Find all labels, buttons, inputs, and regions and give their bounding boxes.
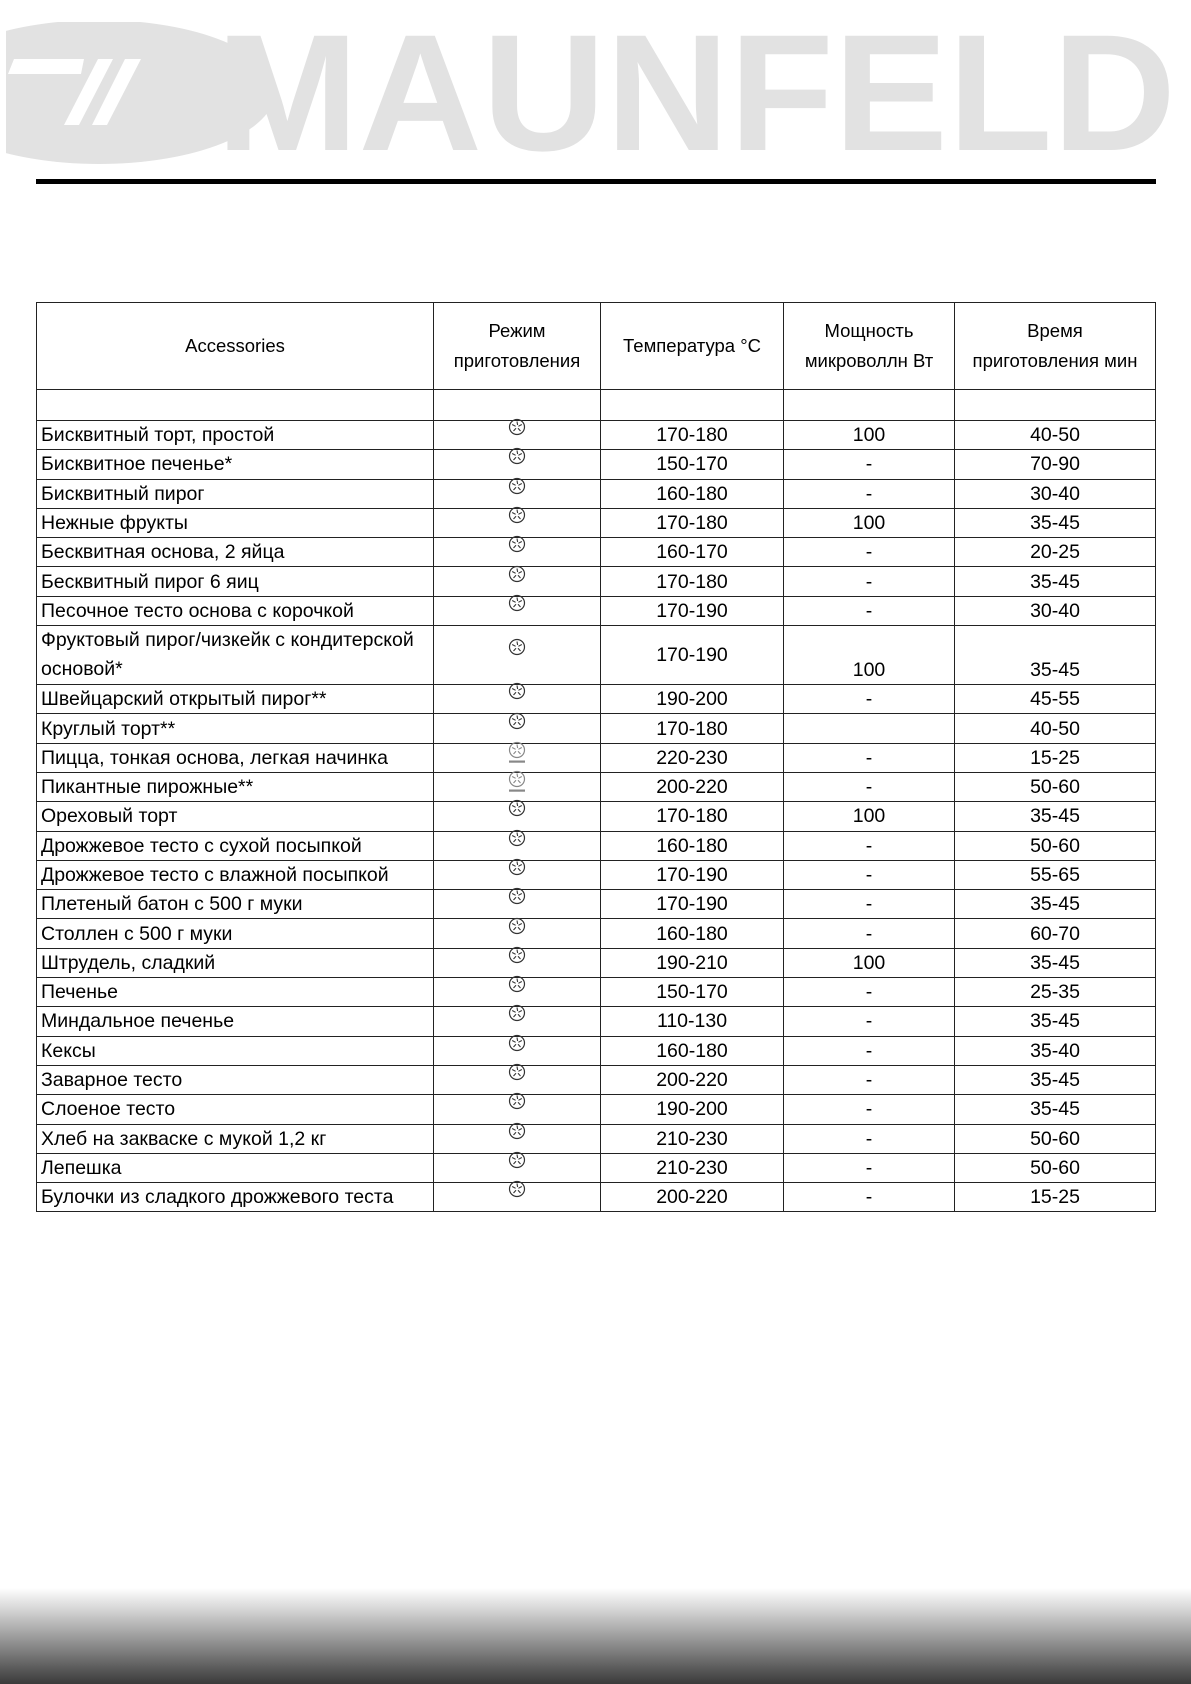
- table-body: [37, 390, 1156, 1212]
- temperature: 110-130: [601, 1007, 784, 1036]
- table-row: [37, 450, 1156, 479]
- microwave-power: -: [784, 538, 955, 567]
- microwave-power: 100: [784, 508, 955, 537]
- fan-icon: [508, 594, 526, 612]
- temperature: 220-230: [601, 743, 784, 772]
- temperature: 190-210: [601, 948, 784, 977]
- microwave-power: -: [784, 743, 955, 772]
- fan-icon: [508, 887, 526, 905]
- table-row: [37, 1065, 1156, 1094]
- cooking-mode: [434, 743, 601, 772]
- cooking-time: 35-45: [955, 1007, 1156, 1036]
- microwave-power: -: [784, 1183, 955, 1212]
- dish-name: Миндальное печенье: [37, 1007, 434, 1036]
- microwave-power: -: [784, 479, 955, 508]
- fan-icon: [508, 946, 526, 964]
- dish-name: Бисквитное печенье*: [37, 450, 434, 479]
- dish-name: Песочное тесто основа с корочкой: [37, 596, 434, 625]
- baking-table-container: [36, 302, 1155, 1212]
- cooking-time: 35-45: [955, 1095, 1156, 1124]
- table-row: [37, 479, 1156, 508]
- microwave-power: [784, 714, 955, 743]
- table-row: [37, 890, 1156, 919]
- fan-bottom-heat-icon: [508, 741, 526, 759]
- temperature: 170-180: [601, 802, 784, 831]
- microwave-power: -: [784, 1036, 955, 1065]
- cooking-mode: [434, 1153, 601, 1182]
- dish-name: Бесквитный пирог 6 яиц: [37, 567, 434, 596]
- cooking-time: 30-40: [955, 479, 1156, 508]
- cooking-time: 30-40: [955, 596, 1156, 625]
- footer-gradient: [0, 1588, 1191, 1684]
- fan-icon: [508, 917, 526, 935]
- fan-icon: [508, 447, 526, 465]
- dish-name: Пикантные пирожные**: [37, 772, 434, 801]
- cooking-time: 40-50: [955, 714, 1156, 743]
- temperature: 160-180: [601, 479, 784, 508]
- cooking-time: 25-35: [955, 978, 1156, 1007]
- table-row: [37, 714, 1156, 743]
- microwave-power: 100: [784, 421, 955, 450]
- dish-name: Бесквитная основа, 2 яйца: [37, 538, 434, 567]
- dish-name: Лепешка: [37, 1153, 434, 1182]
- temperature: 160-180: [601, 919, 784, 948]
- table-row: [37, 919, 1156, 948]
- temperature: 200-220: [601, 772, 784, 801]
- microwave-power: -: [784, 919, 955, 948]
- table-row: [37, 860, 1156, 889]
- cooking-time: 50-60: [955, 831, 1156, 860]
- table-row: [37, 508, 1156, 537]
- temperature: 170-180: [601, 714, 784, 743]
- table-header-row: [37, 303, 1156, 390]
- cooking-mode: [434, 538, 601, 567]
- cooking-time: 15-25: [955, 743, 1156, 772]
- cooking-mode: [434, 450, 601, 479]
- fan-icon: [508, 1180, 526, 1198]
- cooking-mode: [434, 978, 601, 1007]
- temperature: 170-190: [601, 626, 784, 685]
- cooking-mode: [434, 1007, 601, 1036]
- fan-icon: [508, 535, 526, 553]
- temperature: 200-220: [601, 1065, 784, 1094]
- baking-table: [36, 302, 1156, 1212]
- dish-name: Бисквитный торт, простой: [37, 421, 434, 450]
- microwave-power: -: [784, 831, 955, 860]
- cooking-time: 15-25: [955, 1183, 1156, 1212]
- dish-name: Фруктовый пирог/чизкейк с кондитерской основой*: [37, 626, 434, 685]
- temperature: 210-230: [601, 1153, 784, 1182]
- microwave-power: 100: [784, 626, 955, 685]
- maunfeld-logo: [6, 22, 1186, 164]
- fan-icon: [508, 565, 526, 583]
- fan-icon: [508, 799, 526, 817]
- fan-icon: [508, 418, 526, 436]
- table-row: [37, 538, 1156, 567]
- fan-icon: [508, 829, 526, 847]
- fan-icon: [508, 1122, 526, 1140]
- cooking-time: 20-25: [955, 538, 1156, 567]
- fan-icon: [508, 1092, 526, 1110]
- temperature: 170-190: [601, 890, 784, 919]
- cooking-time: 35-45: [955, 626, 1156, 685]
- cooking-mode: [434, 508, 601, 537]
- dish-name: Плетеный батон с 500 г муки: [37, 890, 434, 919]
- microwave-power: -: [784, 1065, 955, 1094]
- cooking-time: 40-50: [955, 421, 1156, 450]
- microwave-power: -: [784, 890, 955, 919]
- cooking-mode: [434, 1065, 601, 1094]
- cooking-mode: [434, 1124, 601, 1153]
- cooking-time: 35-45: [955, 1065, 1156, 1094]
- temperature: 200-220: [601, 1183, 784, 1212]
- cooking-mode: [434, 1095, 601, 1124]
- temperature: 150-170: [601, 450, 784, 479]
- cooking-mode: [434, 919, 601, 948]
- cooking-time: 60-70: [955, 919, 1156, 948]
- fan-icon: [508, 638, 526, 656]
- cooking-mode: [434, 626, 601, 685]
- microwave-power: -: [784, 1153, 955, 1182]
- table-row: [37, 772, 1156, 801]
- fan-icon: [508, 1004, 526, 1022]
- temperature: 170-180: [601, 567, 784, 596]
- dish-name: Штрудель, сладкий: [37, 948, 434, 977]
- dish-name: Булочки из сладкого дрожжевого теста: [37, 1183, 434, 1212]
- cooking-mode: [434, 1036, 601, 1065]
- temperature: 190-200: [601, 1095, 784, 1124]
- temperature: 170-190: [601, 596, 784, 625]
- table-row: [37, 831, 1156, 860]
- microwave-power: -: [784, 685, 955, 714]
- temperature: 190-200: [601, 685, 784, 714]
- dish-name: Кексы: [37, 1036, 434, 1065]
- microwave-power: -: [784, 1095, 955, 1124]
- cooking-mode: [434, 860, 601, 889]
- table-row: [37, 743, 1156, 772]
- table-row: [37, 1007, 1156, 1036]
- dish-name: Столлен с 500 г муки: [37, 919, 434, 948]
- microwave-power: -: [784, 860, 955, 889]
- table-row: [37, 1095, 1156, 1124]
- cooking-time: 35-45: [955, 890, 1156, 919]
- dish-name: Ореховый торт: [37, 802, 434, 831]
- dish-name: Дрожжевое тесто с влажной посыпкой: [37, 860, 434, 889]
- fan-icon: [508, 477, 526, 495]
- table-row: [37, 596, 1156, 625]
- dish-name: Печенье: [37, 978, 434, 1007]
- header-rule: [36, 179, 1156, 184]
- microwave-power: -: [784, 596, 955, 625]
- cooking-time: 45-55: [955, 685, 1156, 714]
- cooking-mode: [434, 831, 601, 860]
- table-row: [37, 802, 1156, 831]
- cooking-time: 35-45: [955, 508, 1156, 537]
- fan-icon: [508, 682, 526, 700]
- microwave-power: -: [784, 567, 955, 596]
- cooking-mode: [434, 685, 601, 714]
- cooking-time: 35-45: [955, 567, 1156, 596]
- table-row: [37, 421, 1156, 450]
- logo-wordmark: MAUNFELD: [216, 22, 1176, 164]
- dish-name: Дрожжевое тесто с сухой посыпкой: [37, 831, 434, 860]
- table-row: [37, 1124, 1156, 1153]
- fan-icon: [508, 975, 526, 993]
- cooking-mode: [434, 479, 601, 508]
- dish-name: Швейцарский открытый пирог**: [37, 685, 434, 714]
- cooking-time: 50-60: [955, 1153, 1156, 1182]
- cooking-mode: [434, 567, 601, 596]
- header-accessories: Accessories: [37, 303, 434, 390]
- dish-name: Нежные фрукты: [37, 508, 434, 537]
- header-microwave-power: Мощность микроволлн Вт: [784, 303, 955, 390]
- temperature: 170-180: [601, 421, 784, 450]
- temperature: 160-170: [601, 538, 784, 567]
- table-row: [37, 1153, 1156, 1182]
- header-temperature: Температура °C: [601, 303, 784, 390]
- temperature: 150-170: [601, 978, 784, 1007]
- microwave-power: -: [784, 772, 955, 801]
- cooking-time: 35-40: [955, 1036, 1156, 1065]
- microwave-power: -: [784, 450, 955, 479]
- temperature: 210-230: [601, 1124, 784, 1153]
- temperature: 170-180: [601, 508, 784, 537]
- fan-icon: [508, 1151, 526, 1169]
- cooking-mode: [434, 948, 601, 977]
- cooking-mode: [434, 1183, 601, 1212]
- dish-name: Заварное тесто: [37, 1065, 434, 1094]
- fan-icon: [508, 1034, 526, 1052]
- cooking-mode: [434, 890, 601, 919]
- fan-icon: [508, 506, 526, 524]
- cooking-mode: [434, 772, 601, 801]
- cooking-time: 50-60: [955, 1124, 1156, 1153]
- temperature: 160-180: [601, 1036, 784, 1065]
- table-row: [37, 626, 1156, 685]
- cooking-time: 35-45: [955, 802, 1156, 831]
- table-row: [37, 567, 1156, 596]
- table-row: [37, 1183, 1156, 1212]
- cooking-mode: [434, 596, 601, 625]
- cooking-mode: [434, 714, 601, 743]
- cooking-time: 55-65: [955, 860, 1156, 889]
- table-row: [37, 1036, 1156, 1065]
- fan-icon: [508, 858, 526, 876]
- table-row: [37, 948, 1156, 977]
- temperature: 160-180: [601, 831, 784, 860]
- cooking-mode: [434, 421, 601, 450]
- header-cooking-time: Время приготовления мин: [955, 303, 1156, 390]
- microwave-power: -: [784, 978, 955, 1007]
- dish-name: Пицца, тонкая основа, легкая начинка: [37, 743, 434, 772]
- microwave-power: 100: [784, 802, 955, 831]
- dish-name: Хлеб на закваске с мукой 1,2 кг: [37, 1124, 434, 1153]
- cooking-time: 70-90: [955, 450, 1156, 479]
- dish-name: Бисквитный пирог: [37, 479, 434, 508]
- cooking-time: 50-60: [955, 772, 1156, 801]
- microwave-power: -: [784, 1124, 955, 1153]
- fan-icon: [508, 712, 526, 730]
- table-row: [37, 978, 1156, 1007]
- fan-icon: [508, 1063, 526, 1081]
- header-mode: Режим приготовления: [434, 303, 601, 390]
- microwave-power: -: [784, 1007, 955, 1036]
- cooking-mode: [434, 802, 601, 831]
- dish-name: Слоеное тесто: [37, 1095, 434, 1124]
- microwave-power: 100: [784, 948, 955, 977]
- table-row: [37, 685, 1156, 714]
- dish-name: Круглый торт**: [37, 714, 434, 743]
- cooking-time: 35-45: [955, 948, 1156, 977]
- fan-bottom-heat-icon: [508, 770, 526, 788]
- table-spacer-row: [37, 390, 1156, 421]
- temperature: 170-190: [601, 860, 784, 889]
